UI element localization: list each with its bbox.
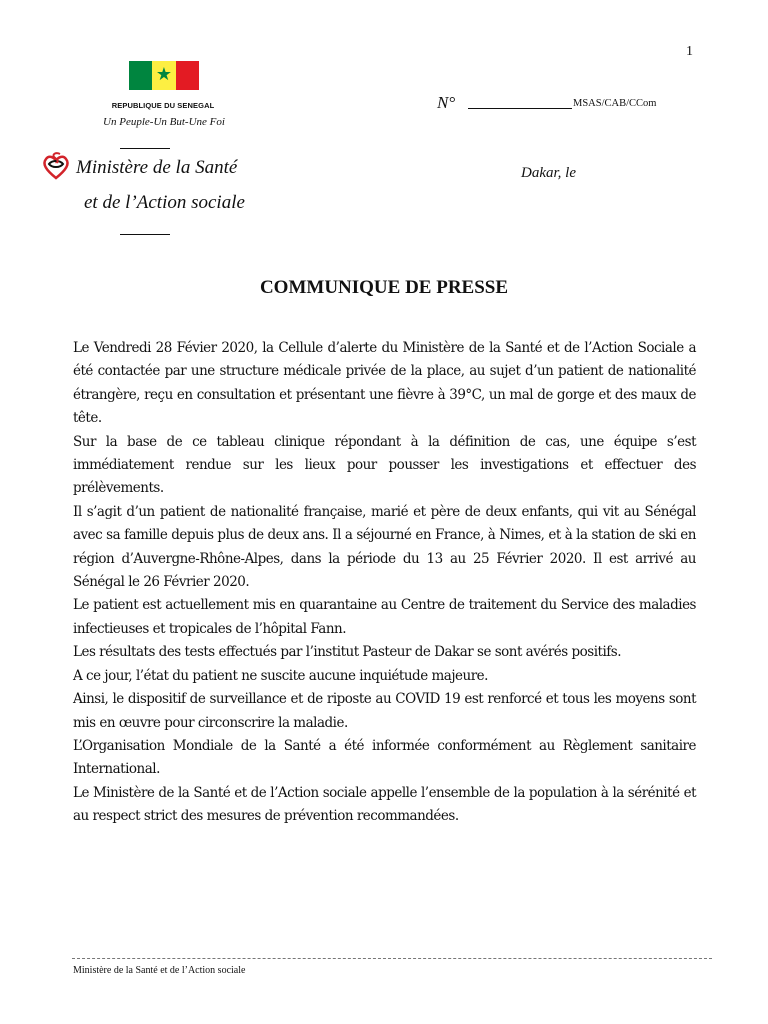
reference-number-blank	[468, 108, 572, 109]
header-divider-bottom	[120, 234, 170, 235]
header-divider-top	[120, 148, 170, 149]
paragraph: L’Organisation Mondiale de la Santé a été informée conformément au Règlement sanitaire International.	[73, 737, 696, 778]
paragraph: Il s’agit d’un patient de nationalité française, marié et père de deux enfants, qui vit au Sénégal avec sa famille depuis plus de deux ans. Il a séjourné en France, à Nimes, et à la station de ski en région d’Auvergne-Rhône-Alpes, dans la période du 13 au 25 Février 2020. Il est arrivé au Sénégal le 26 Février 2020.	[73, 503, 696, 591]
paragraph: Ainsi, le dispositif de surveillance et de riposte au COVID 19 est renforcé et tous les moyens sont mis en œuvre pour circonscrire la maladie.	[73, 691, 696, 731]
reference-number-label: N°	[437, 93, 456, 112]
paragraph: A ce jour, l’état du patient ne suscite aucune inquiétude majeure.	[73, 667, 488, 684]
national-motto: Un Peuple-Un But-Une Foi	[103, 116, 225, 128]
document-title: COMMUNIQUE DE PRESSE	[259, 277, 509, 298]
republic-name: REPUBLIQUE DU SENEGAL	[111, 101, 215, 110]
footer-ministry-name: Ministère de la Santé et de l’Action sociale	[73, 965, 246, 976]
ministry-name-line1: Ministère de la Santé	[76, 157, 238, 178]
paragraph: Les résultats des tests effectués par l’institut Pasteur de Dakar se sont avérés positifs.	[73, 644, 621, 661]
paragraph: Sur la base de ce tableau clinique répondant à la définition de cas, une équipe s’est immédiatement rendue sur les lieux pour pousser les investigations et effectuer des prélèvements.	[73, 433, 696, 497]
footer-divider	[72, 958, 712, 959]
paragraph: Le patient est actuellement mis en quarantaine au Centre de traitement du Service des maladies infectieuses et tropicales de l’hôpital Fann.	[73, 597, 696, 637]
place-date: Dakar, le	[521, 165, 576, 181]
press-release-body	[73, 337, 696, 829]
reference-code: MSAS/CAB/CCom	[573, 98, 657, 109]
paragraph: Le Ministère de la Santé et de l’Action sociale appelle l’ensemble de la population à la sérénité et au respect strict des mesures de prévention recommandées.	[73, 784, 696, 825]
flag-star-icon: ★	[155, 64, 173, 85]
paragraph: Le Vendredi 28 Févier 2020, la Cellule d’alerte du Ministère de la Santé et de l’Action Sociale a été contactée par une structure médicale privée de la place, au sujet d’un patient de nationalité étrangère, reçu en consultation et présentant une fièvre à 39°C, un mal de gorge et des maux de tête.	[73, 340, 696, 427]
ministry-logo-icon	[40, 150, 72, 182]
senegal-flag	[129, 61, 199, 90]
page-number: 1	[686, 44, 693, 59]
ministry-name-line2: et de l’Action sociale	[84, 192, 245, 213]
